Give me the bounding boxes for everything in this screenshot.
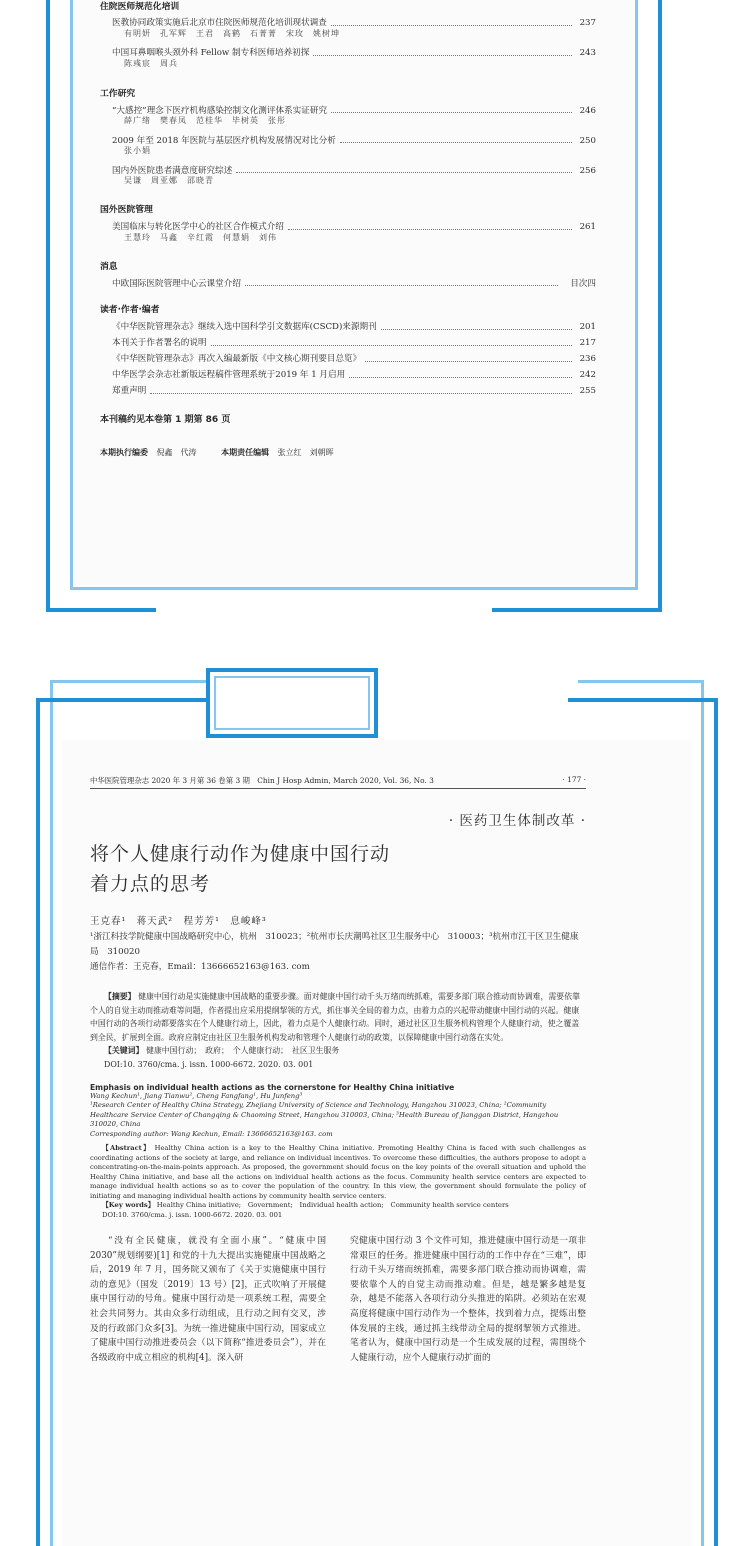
abstract-label: 【摘要】 xyxy=(104,992,136,1001)
frame-line xyxy=(492,608,662,612)
frame-line xyxy=(50,680,53,1546)
english-corresponding: Corresponding author: Wang Kechun, Email: 13666652163@163. com xyxy=(90,1129,333,1138)
exec-editor-label: 本期执行编委 xyxy=(100,447,148,457)
frame-line xyxy=(36,698,40,1546)
toc-entry-authors: 张小娟 xyxy=(124,146,151,156)
frame-line xyxy=(701,680,704,1546)
toc-section-heading: 国外医院管理 xyxy=(100,205,153,216)
toc-leader-dots xyxy=(150,393,572,394)
toc-leader-dots xyxy=(340,142,572,143)
doi-cn[interactable]: DOI:10. 3760/cma. j. issn. 1000-6672. 2020. 03. 001 xyxy=(104,1059,314,1069)
keywords-text: 健康中国行动； 政府； 个人健康行动； 社区卫生服务 xyxy=(145,1046,340,1055)
toc-entry-title: 中欧国际医院管理中心云课堂介绍 xyxy=(112,278,241,289)
toc-entry-title: 国内外医院患者满意度研究综述 xyxy=(112,165,233,176)
article-title xyxy=(90,839,586,899)
toc-entry-page: 246 xyxy=(579,105,596,116)
keywords-en xyxy=(90,1201,586,1211)
toc-leader-dots xyxy=(365,361,572,362)
toc-entry-title: 中华医学会杂志社新版远程稿件管理系统于2019 年 1 月启用 xyxy=(112,370,346,381)
editors-line xyxy=(100,448,596,458)
toc-leader-dots xyxy=(331,25,572,26)
toc-entry-page: 201 xyxy=(579,322,596,333)
toc-entry[interactable] xyxy=(112,46,596,59)
frame-line xyxy=(50,680,210,683)
toc-entry-authors: 有明妍 孔军辉 王君 高鹤 石菁菁 宋玫 姚树坤 xyxy=(124,28,340,38)
abstract-en xyxy=(90,1144,586,1201)
toc-entry[interactable] xyxy=(112,368,596,381)
toc-entry-title: “大感控”理念下医疗机构感染控制文化测评体系实证研究 xyxy=(112,105,328,116)
toc-leader-dots xyxy=(236,172,572,173)
english-authors: Wang Kechun¹, Jiang Tianwu², Cheng Fangfang¹, Hu Junfeng³ xyxy=(90,1092,303,1100)
toc-entry[interactable] xyxy=(112,220,596,233)
toc-entry-title: 《中华医院管理杂志》再次入编最新版《中文核心期刊要目总览》 xyxy=(112,354,362,365)
frame-line xyxy=(568,698,718,702)
table-of-contents xyxy=(100,0,596,457)
toc-entry[interactable] xyxy=(112,352,596,365)
toc-entry-authors: 陈彧宸 周兵 xyxy=(124,58,178,68)
abstract-text: 健康中国行动是实施健康中国战略的重要步骤。面对健康中国行动千头万绪而统抓难，需要多部门联合推动而协调难，需要依靠个人的自觉主动而推动难等问题，作者提出应采用提纲挈领的方式，抓住事关全局的着力点，由着力点的兴起带动健康中国行动的兴起。健康中国行动的各项行动都要落实在个人健康行动上，因此，着力点是个人健康行动。同时，通过社区卫生服务机构管理个人健康行动，使之覆盖到全民，扩展到全面。政府应制定由社区卫生服务机构发动和管理个人健康行动的政策，以保障健康中国行动落在实处。 xyxy=(90,992,580,1042)
keywords-label: 【关键词】 xyxy=(104,1046,144,1055)
toc-entry-authors: 王慧玲 马鑫 辛红霞 何慧娟 刘伟 xyxy=(124,232,277,242)
toc-leader-dots xyxy=(349,377,572,378)
corresponding-author: 通信作者：王克春，Email：13666652163@163. com xyxy=(90,962,310,972)
toc-entry-title: 2009 年至 2018 年医院与基层医疗机构发展情况对比分析 xyxy=(112,135,336,146)
toc-entry-title: 郑重声明 xyxy=(112,386,147,397)
en-keywords-text: Healthy China initiative; Government; Individual health action; Community health service centers xyxy=(156,1201,509,1210)
toc-entry-title: 本刊关于作者署名的说明 xyxy=(112,338,207,349)
frame-line xyxy=(714,698,718,1546)
frame-tab-inner xyxy=(214,676,370,730)
toc-section-heading: 消息 xyxy=(100,261,118,272)
toc-entry-page: 236 xyxy=(579,354,596,365)
frame-line xyxy=(46,608,156,612)
frame-line xyxy=(658,0,662,612)
exec-editor-names: 倪鑫 代涛 xyxy=(156,447,197,457)
toc-entry-page: 217 xyxy=(579,338,596,349)
submission-notice: 本刊稿约见本卷第 1 期第 86 页 xyxy=(100,414,231,425)
toc-entry-page: 261 xyxy=(579,222,596,233)
article-title-line: 将个人健康行动作为健康中国行动 xyxy=(90,843,391,865)
toc-entry[interactable] xyxy=(112,276,596,289)
english-affiliation: ¹Research Center of Healthy China Strategy, Zhejiang University of Science and Technology, Hangzhou 310023, China; ²Community Healthcare Service Center of Changqing & Chaoming Street, Hangzhou 310003, China; ³Health Bureau of Jianggan District, Hangzhou 310020, China xyxy=(90,1101,559,1129)
toc-section-heading: 读者·作者·编者 xyxy=(100,305,160,316)
toc-entry[interactable] xyxy=(112,336,596,349)
article-title-line: 着力点的思考 xyxy=(90,873,211,895)
toc-entry-title: 中国耳鼻咽喉头颈外科 Fellow 制专科医师培养初探 xyxy=(112,48,310,59)
frame-line xyxy=(46,0,50,612)
toc-entry[interactable] xyxy=(112,133,596,146)
toc-leader-dots xyxy=(211,345,572,346)
toc-entry-title: 美国临床与转化医学中心的社区合作模式介绍 xyxy=(112,222,284,233)
running-header xyxy=(90,775,586,789)
frame-line xyxy=(36,698,206,702)
english-title: Emphasis on individual health actions as the cornerstone for Healthy China initiative xyxy=(90,1083,455,1092)
toc-entry-authors: 吴谦 周亚娜 邵晓青 xyxy=(124,176,214,186)
toc-entry-page: 255 xyxy=(579,386,596,397)
toc-leader-dots xyxy=(381,329,572,330)
toc-entry[interactable] xyxy=(112,163,596,176)
journal-citation: 中华医院管理杂志 2020 年 3 月第 36 卷第 3 期 Chin J Hosp Admin, March 2020, Vol. 36, No. 3 xyxy=(90,776,434,785)
doi-en[interactable]: DOI:10. 3760/cma. j. issn. 1000-6672. 2020. 03. 001 xyxy=(102,1210,283,1219)
toc-entry-page: 243 xyxy=(579,48,596,59)
abstract-cn xyxy=(90,990,586,1044)
column-label: · 医药卫生体制改革 · xyxy=(448,813,586,829)
frame-line xyxy=(578,680,704,683)
toc-entry-page: 250 xyxy=(579,135,596,146)
article xyxy=(90,775,586,1365)
toc-entry-authors: 薛广绪 樊春凤 范桂华 毕树英 张彤 xyxy=(124,116,286,126)
article-affiliation: ¹浙江科技学院健康中国战略研究中心，杭州 310023；²杭州市长庆潮鸣社区卫生服务中心 310003；³杭州市江干区卫生健康局 310020 xyxy=(90,932,579,957)
toc-leader-dots xyxy=(313,55,572,56)
toc-entry-page: 242 xyxy=(579,370,596,381)
article-body xyxy=(90,1234,586,1365)
en-abstract-label: 【Abstract】 xyxy=(102,1144,152,1153)
toc-leader-dots xyxy=(331,112,572,113)
toc-section-heading: 工作研究 xyxy=(100,88,136,99)
toc-leader-dots xyxy=(245,285,558,286)
toc-entry[interactable] xyxy=(112,384,596,397)
toc-leader-dots xyxy=(288,229,572,230)
toc-entry[interactable] xyxy=(112,320,596,333)
toc-entry[interactable] xyxy=(112,16,596,29)
page-number: · 177 · xyxy=(562,775,586,784)
toc-section-heading: 住院医师规范化培训 xyxy=(100,2,180,12)
en-keywords-label: 【Key words】 xyxy=(102,1201,155,1210)
resp-editor-label: 本期责任编辑 xyxy=(221,447,270,457)
article-authors: 王克春¹ 蒋天武² 程芳芳¹ 息峻峰³ xyxy=(90,916,267,927)
toc-entry[interactable] xyxy=(112,103,596,116)
resp-editor-names: 张立红 刘朝晖 xyxy=(277,447,334,457)
toc-entry-title: 《中华医院管理杂志》继续入选中国科学引文数据库(CSCD)来源期刊 xyxy=(112,322,377,333)
toc-entry-page: 目次四 xyxy=(570,278,596,289)
toc-entry-page: 256 xyxy=(579,165,596,176)
keywords-cn xyxy=(104,1044,586,1058)
en-abstract-text: Healthy China action is a key to the Healthy China initiative. Promoting Healthy China is faced with such challenges as coordinating actions of the society at large, and reliance on individual incentives. To overcome these difficulties, the authors propose to adopt a concentrating-on-the-main-points approach. As proposed, the government should focus on the key points of the overall situation and uphold the Healthy China initiative, and base all the actions on individual health actions as the focus. Community health service centers are expected to manage individual health actions so as to cover the population of the country. In this view, the government should formulate the policy of initiating and managing individual health actions by community health service centers. xyxy=(90,1144,586,1200)
toc-entry-page: 237 xyxy=(579,18,596,29)
toc-entry-title: 医教协同政策实施后北京市住院医师规范化培训现状调查 xyxy=(112,18,327,29)
body-column-right: 究健康中国行动 3 个文件可知，推进健康中国行动是一项非常艰巨的任务。推进健康中国行动的工作中存在“三难”，即行动千头万绪而统抓难，需要多部门联合推动而协调难，需要依靠个人的自觉主动而推动难。但是，越是繁多越是复杂，越是不能落入各项行动分头推进的陷阱。必须站在宏观高度将健康中国行动作为一个整体，找到着力点，提炼出整体发展的主线，通过抓主线带动全局的提纲挈领方式推进。笔者认为，健康中国行动是一个生成发展的过程，需围绕个人健康行动，应个人健康行动扩面的 xyxy=(350,1236,586,1363)
body-column-left: “没有全民健康，就没有全面小康”。“健康中国 2030”规划纲要)[1] 和党的十九大提出实施健康中国战略之后，2019 年 7 月，国务院又颁布了《关于实施健康中国行动的意见》（国发〔2019〕13 号）[2]，正式吹响了开展健康中国行动的号角。健康中国行动是一项系统工程，需要全社会共同努力。其由众多行动组成，且行动之间有交叉，涉及的行政部门众多[3]。为统一推进健康中国行动，国家成立了健康中国行动推进委员会（以下简称“推进委员会”），并在各级政府中成立相应的机构[4]。深入研 xyxy=(90,1236,326,1363)
